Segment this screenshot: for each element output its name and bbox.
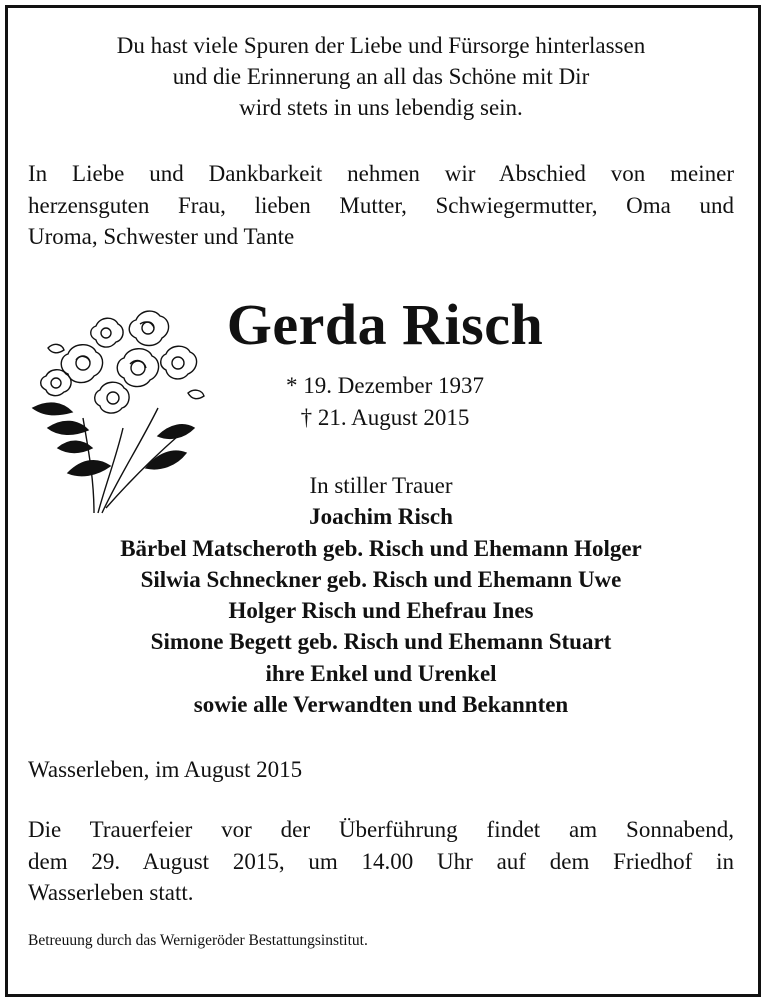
intro-line: und die Erinnerung an all das Schöne mit Dir <box>172 64 590 89</box>
mourner-entry: Joachim Risch <box>309 504 453 530</box>
place-and-date: Wasserleben, im August 2015 <box>28 757 303 782</box>
mourners-heading: In stiller Trauer <box>309 473 453 498</box>
mourner-entry: Bärbel Matscheroth geb. Risch und Ehemann Holger <box>120 535 642 561</box>
life-dates <box>160 370 610 434</box>
mourners-list <box>28 470 734 720</box>
farewell-line: In Liebe und Dankbarkeit nehmen wir Abschied von meiner <box>28 161 734 186</box>
mourner-entry: ihre Enkel und Urenkel <box>265 660 497 686</box>
ceremony-line: Die Trauerfeier vor der Überführung findet am Sonnabend, <box>28 817 734 842</box>
deceased-name: Gerda Risch <box>226 292 544 357</box>
farewell-line: herzensguten Frau, lieben Mutter, Schwiegermutter, Oma und <box>28 192 734 218</box>
intro-line: Du hast viele Spuren der Liebe und Fürsorge hinterlassen <box>116 33 646 58</box>
farewell-text <box>28 158 734 253</box>
farewell-line: Uroma, Schwester und Tante <box>28 224 295 249</box>
birth-date: * 19. Dezember 1937 <box>286 373 484 398</box>
intro-verse <box>28 30 734 123</box>
ceremony-info <box>28 814 734 909</box>
mourner-entry: Holger Risch und Ehefrau Ines <box>228 598 534 624</box>
death-date: † 21. August 2015 <box>300 405 470 430</box>
ceremony-line: Wasserleben statt. <box>28 880 194 905</box>
mourner-entry: Simone Begett geb. Risch und Ehemann Stuart <box>150 629 612 655</box>
mourner-entry: sowie alle Verwandten und Bekannten <box>193 692 569 718</box>
funeral-home-credit: Betreuung durch das Wernigeröder Bestattungsinstitut. <box>28 932 368 949</box>
ceremony-line: dem 29. August 2015, um 14.00 Uhr auf dem Friedhof in <box>28 848 734 874</box>
intro-line: wird stets in uns lebendig sein. <box>239 95 523 120</box>
mourner-entry: Silwia Schneckner geb. Risch und Ehemann Uwe <box>140 566 622 592</box>
